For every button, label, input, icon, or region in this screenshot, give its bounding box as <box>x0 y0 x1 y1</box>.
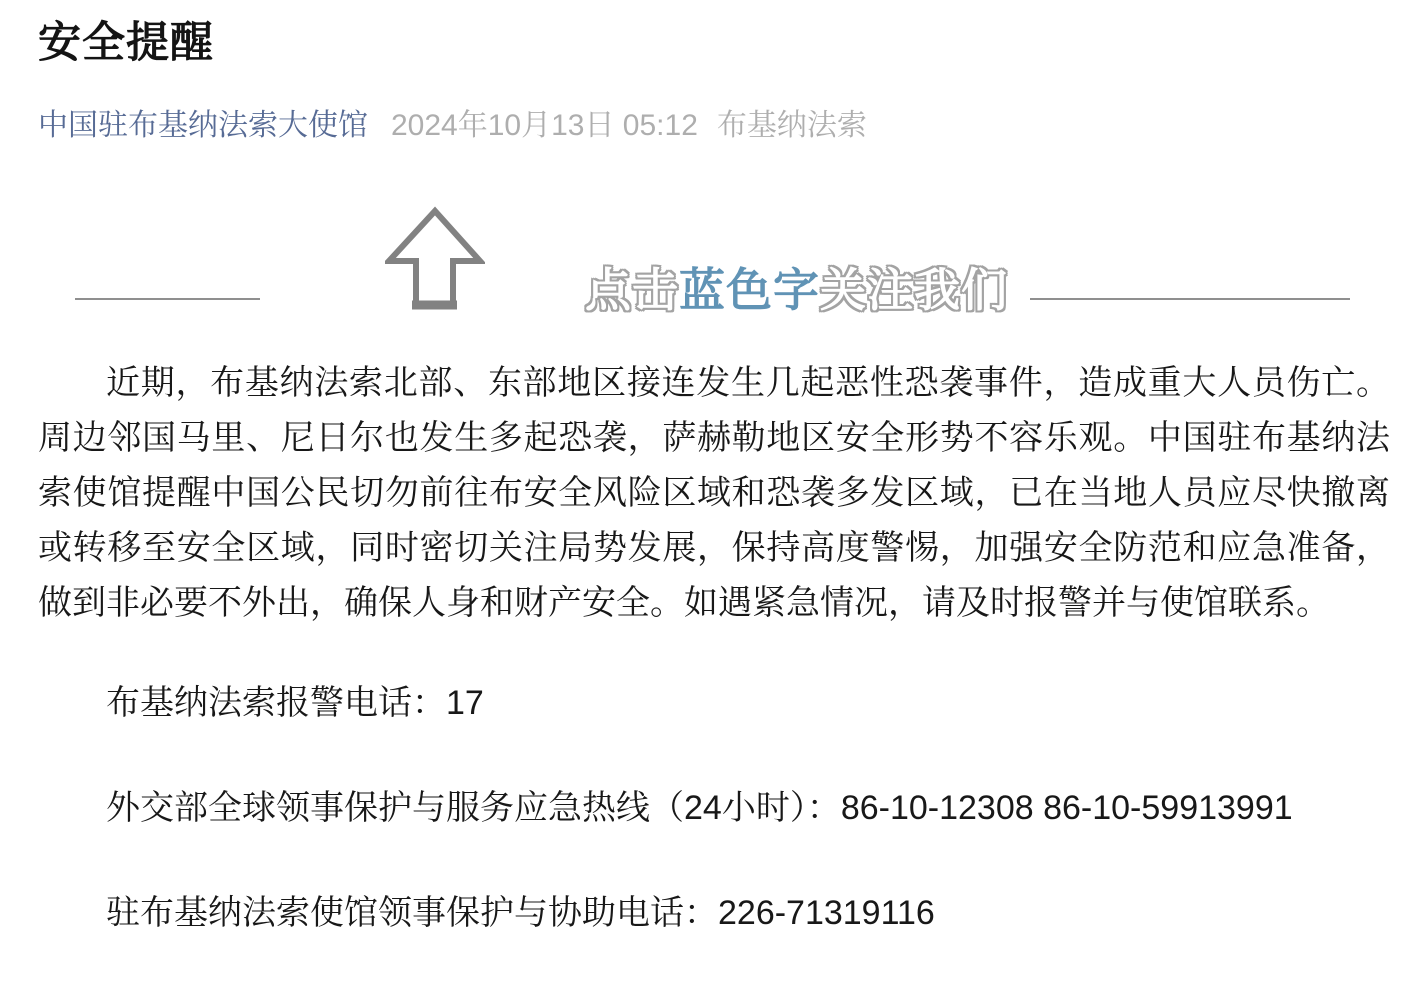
up-arrow-icon <box>385 206 485 314</box>
publish-location: 布基纳法索 <box>716 109 867 142</box>
police-phone-line: 布基纳法索报警电话：17 <box>106 684 484 722</box>
banner-right-divider <box>1030 298 1350 300</box>
banner-text-highlight: 蓝色字 <box>679 264 820 316</box>
embassy-phone-line: 驻布基纳法索使馆领事保护与协助电话：226-71319116 <box>106 894 935 932</box>
banner-text-suffix: 关注我们 <box>820 264 1008 316</box>
follow-banner <box>38 200 1390 330</box>
banner-left-divider <box>75 298 260 300</box>
article-title: 安全提醒 <box>38 19 214 67</box>
mfa-hotline-line: 外交部全球领事保护与服务应急热线（24小时）：86-10-12308 86-10-59913991 <box>106 789 1293 827</box>
account-link[interactable]: 中国驻布基纳法索大使馆 <box>38 109 368 142</box>
body-paragraph: 近期，布基纳法索北部、东部地区接连发生几起恶性恐袭事件，造成重大人员伤亡。周边邻国马里、尼日尔也发生多起恐袭，萨赫勒地区安全形势不容乐观。中国驻布基纳法索使馆提醒中国公民切勿前往布安全风险区域和恐袭多发区域，已在当地人员应尽快撤离或转移至安全区域，同时密切关注局势发展，保持高度警惕，加强安全防范和应急准备，做到非必要不外出，确保人身和财产安全。如遇紧急情况，请及时报警并与使馆联系。 <box>38 364 1390 622</box>
byline <box>38 110 1390 142</box>
banner-text-prefix: 点击 <box>585 264 679 316</box>
publish-date: 2024年10月13日 05:12 <box>391 109 698 142</box>
banner-text <box>585 266 1008 314</box>
